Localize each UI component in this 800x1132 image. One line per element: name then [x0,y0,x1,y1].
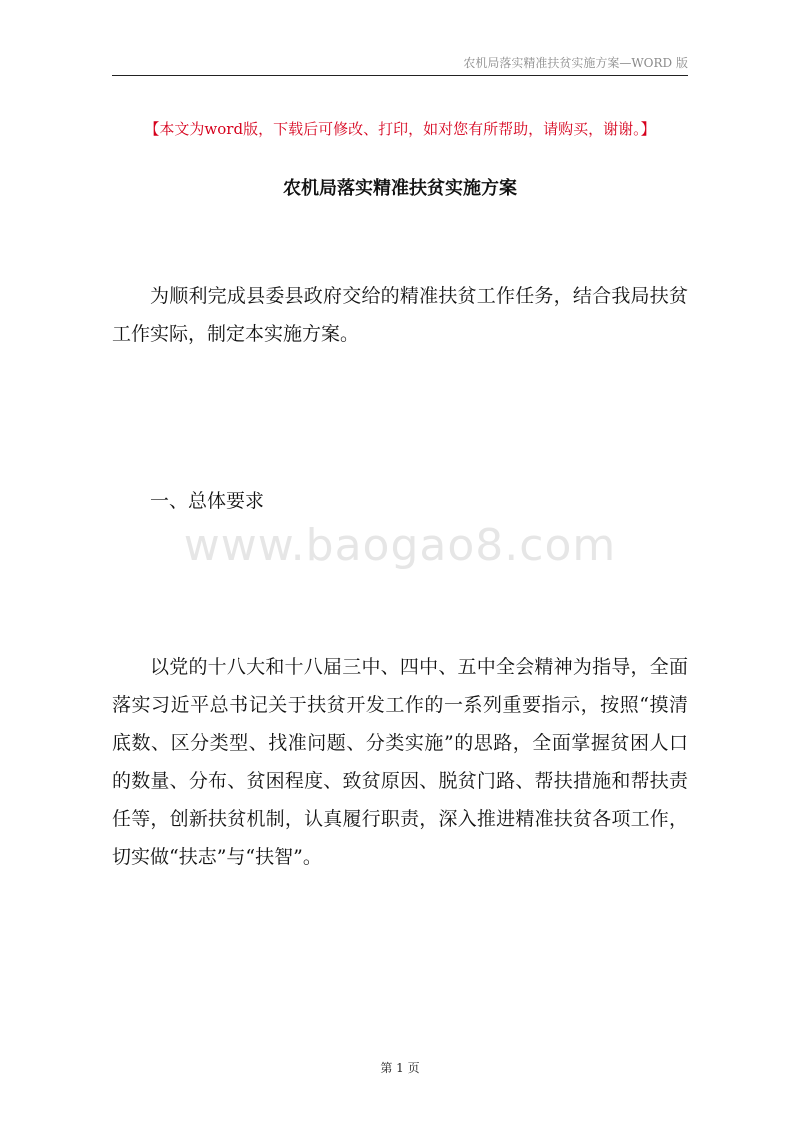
section-body-paragraph: 以党的十八大和十八届三中、四中、五中全会精神为指导，全面落实习近平总书记关于扶贫开发工作的一系列重要指示，按照“摸清底数、区分类型、找准问题、分类实施”的思路，全面掌握贫困人口的数量、分布、贫困程度、致贫原因、脱贫门路、帮扶措施和帮扶责任等，创新扶贫机制，认真履行职责，深入推进精准扶贫各项工作，切实做“扶志”与“扶智”。 [112,656,688,868]
section-heading-general-requirements: 一、总体要求 [150,490,265,512]
header-rule [112,75,688,76]
purchase-notice: 【本文为word版，下载后可修改、打印，如对您有所帮助，请购买，谢谢。】 [144,120,656,138]
page-number: 第 1 页 [380,1061,420,1075]
running-header: 农机局落实精准扶贫实施方案—WORD 版 [463,56,688,70]
document-title: 农机局落实精准扶贫实施方案 [283,178,517,199]
watermark: www.baogao8.com [183,520,617,571]
intro-paragraph: 为顺利完成县委县政府交给的精准扶贫工作任务，结合我局扶贫工作实际，制定本实施方案。 [112,285,688,345]
